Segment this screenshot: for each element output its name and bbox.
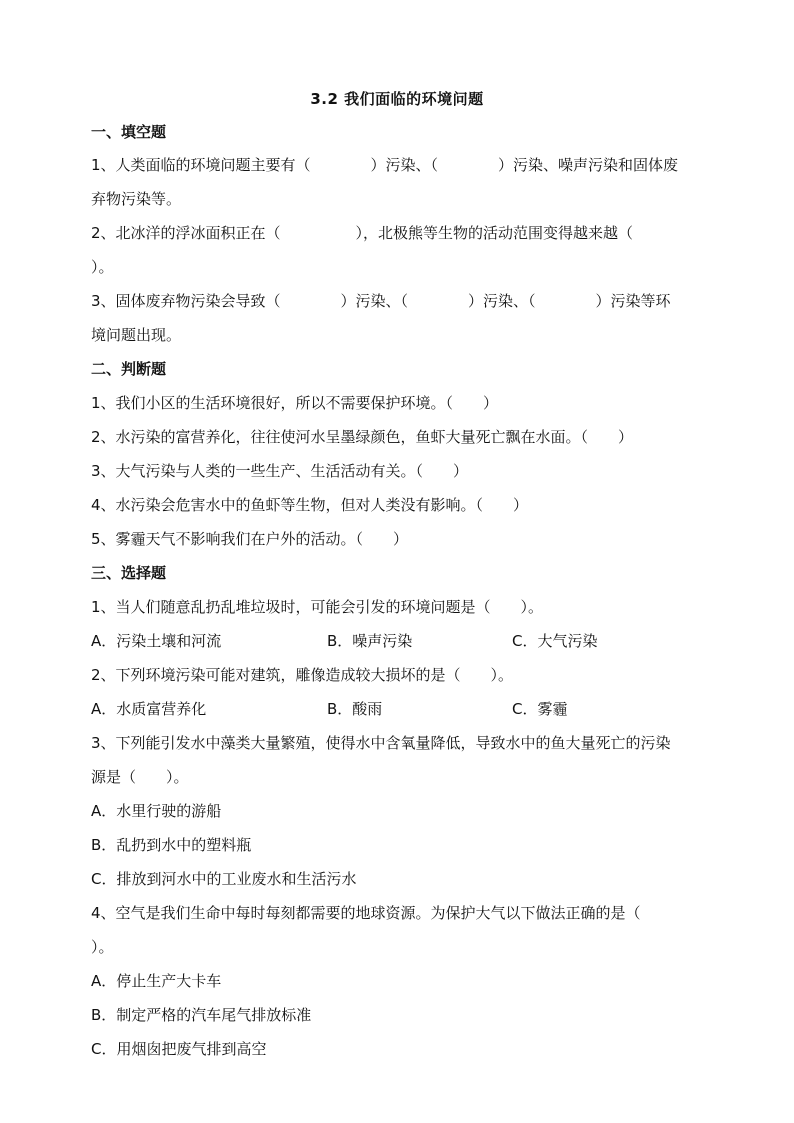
fill-question-1-line-2: 弃物污染等。: [91, 190, 182, 208]
judge-item-2: 2、水污染的富营养化，往往使河水呈墨绿颜色，鱼虾大量死亡飘在水面。（ ）: [91, 428, 634, 446]
section-heading-judge: 二、判断题: [91, 360, 167, 378]
choice-question-2-stem: 2、下列环境污染可能对建筑，雕像造成较大损坏的是（ ）。: [91, 666, 514, 684]
choice-2-option-b: B．酸雨: [327, 700, 383, 718]
choice-1-option-b: B．噪声污染: [327, 632, 413, 650]
choice-4-option-b: B．制定严格的汽车尾气排放标准: [91, 1006, 312, 1024]
judge-item-1: 1、我们小区的生活环境很好，所以不需要保护环境。（ ）: [91, 394, 499, 412]
choice-question-3-stem-line-2: 源是（ ）。: [91, 768, 189, 786]
judge-item-4: 4、水污染会危害水中的鱼虾等生物，但对人类没有影响。（ ）: [91, 496, 529, 514]
choice-3-option-c: C．排放到河水中的工业废水和生活污水: [91, 870, 357, 888]
choice-3-option-a: A．水里行驶的游船: [91, 802, 222, 820]
choice-4-option-a: A．停止生产大卡车: [91, 972, 222, 990]
choice-2-option-c: C．雾霾: [512, 700, 568, 718]
choice-3-option-b: B．乱扔到水中的塑料瓶: [91, 836, 252, 854]
page-title: 3.2 我们面临的环境问题: [310, 90, 484, 108]
choice-question-4-stem-line-1: 4、空气是我们生命中每时每刻都需要的地球资源。为保护大气以下做法正确的是（: [91, 904, 641, 922]
choice-question-3-stem-line-1: 3、下列能引发水中藻类大量繁殖，使得水中含氧量降低，导致水中的鱼大量死亡的污染: [91, 734, 671, 752]
section-heading-fill: 一、填空题: [91, 123, 167, 141]
choice-question-2-options: [91, 699, 703, 719]
fill-question-3-line-1: 3、固体废弃物污染会导致（ ）污染、（ ）污染、（ ）污染等环: [91, 292, 671, 310]
choice-1-option-c: C．大气污染: [512, 632, 598, 650]
judge-item-5: 5、雾霾天气不影响我们在户外的活动。（ ）: [91, 530, 409, 548]
choice-question-1-options: [91, 631, 703, 651]
fill-question-2-line-1: 2、北冰洋的浮冰面积正在（ ），北极熊等生物的活动范围变得越来越（: [91, 224, 634, 242]
section-heading-choice: 三、选择题: [91, 564, 167, 582]
fill-question-3-line-2: 境问题出现。: [91, 326, 182, 344]
choice-question-4-stem-line-2: ）。: [91, 938, 114, 956]
choice-4-option-c: C．用烟囱把废气排到高空: [91, 1040, 267, 1058]
judge-item-3: 3、大气污染与人类的一些生产、生活活动有关。（ ）: [91, 462, 469, 480]
choice-1-option-a: A．污染土壤和河流: [91, 632, 222, 650]
fill-question-2-line-2: ）。: [91, 258, 114, 276]
choice-2-option-a: A．水质富营养化: [91, 700, 207, 718]
fill-question-1-line-1: 1、人类面临的环境问题主要有（ ）污染、（ ）污染、噪声污染和固体废: [91, 156, 679, 174]
choice-question-1-stem: 1、当人们随意乱扔乱堆垃圾时，可能会引发的环境问题是（ ）。: [91, 598, 544, 616]
